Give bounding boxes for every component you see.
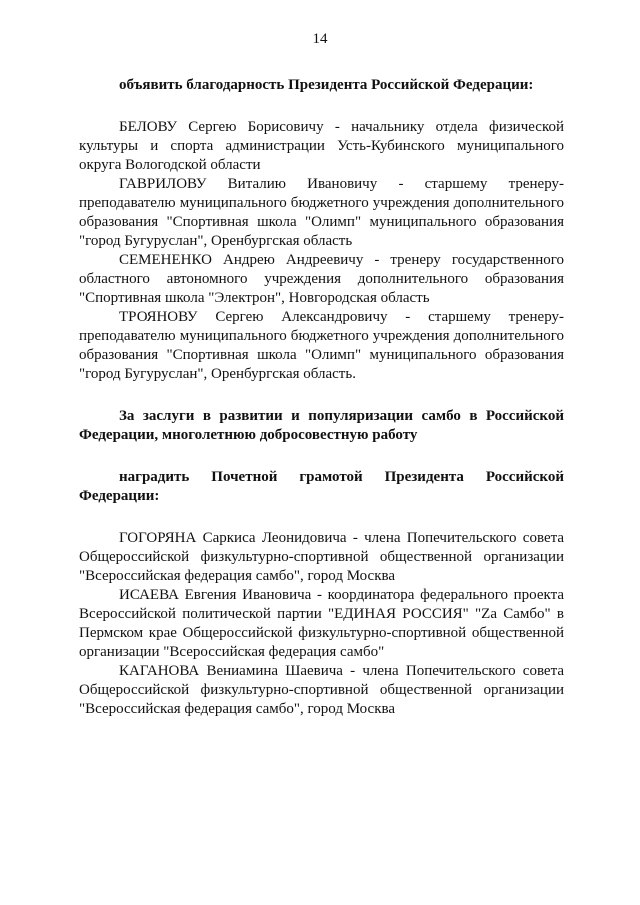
award-entry: БЕЛОВУ Сергею Борисовичу - начальнику отдела физической культуры и спорта администрации Усть-Кубинского муниципального округа Вологодской области [79, 119, 564, 173]
page-number: 14 [312, 31, 328, 47]
section1-heading: объявить благодарность Президента Российской Федерации: [119, 77, 534, 93]
award-entry: ИСАЕВА Евгения Ивановича - координатора федерального проекта Всероссийской политической партии "ЕДИНАЯ РОССИЯ" "Za Самбо" в Пермском крае Общероссийской физкультурно-спортивной общественной организации "Всероссийская федерация самбо" [79, 587, 564, 660]
award-entry: СЕМЕНЕНКО Андрею Андреевичу - тренеру государственного областного автономного учреждения дополнительного образования "Спортивная школа "Электрон", Новгородская область [79, 252, 564, 306]
award-entry: ГАВРИЛОВУ Виталию Ивановичу - старшему тренеру-преподавателю муниципального бюджетного учреждения дополнительного образования "Спортивная школа "Олимп" муниципального образования "город Бугуруслан", Оренбургская область [79, 176, 564, 249]
document-body [79, 76, 564, 719]
merit-statement: За заслуги в развитии и популяризации самбо в Российской Федерации, многолетнюю добросовестную работу [79, 408, 564, 443]
award-entry: ГОГОРЯНА Саркиса Леонидовича - члена Попечительского совета Общероссийской физкультурно-спортивной общественной организации "Всероссийская федерация самбо", город Москва [79, 530, 564, 584]
section2-heading: наградить Почетной грамотой Президента Российской Федерации: [79, 469, 564, 504]
award-entry: КАГАНОВА Вениамина Шаевича - члена Попечительского совета Общероссийской физкультурно-спортивной общественной организации "Всероссийская федерация самбо", город Москва [79, 663, 564, 717]
award-entry: ТРОЯНОВУ Сергею Александровичу - старшему тренеру-преподавателю муниципального бюджетного учреждения дополнительного образования "Спортивная школа "Олимп" муниципального образования "город Бугуруслан", Оренбургская область. [79, 309, 564, 382]
